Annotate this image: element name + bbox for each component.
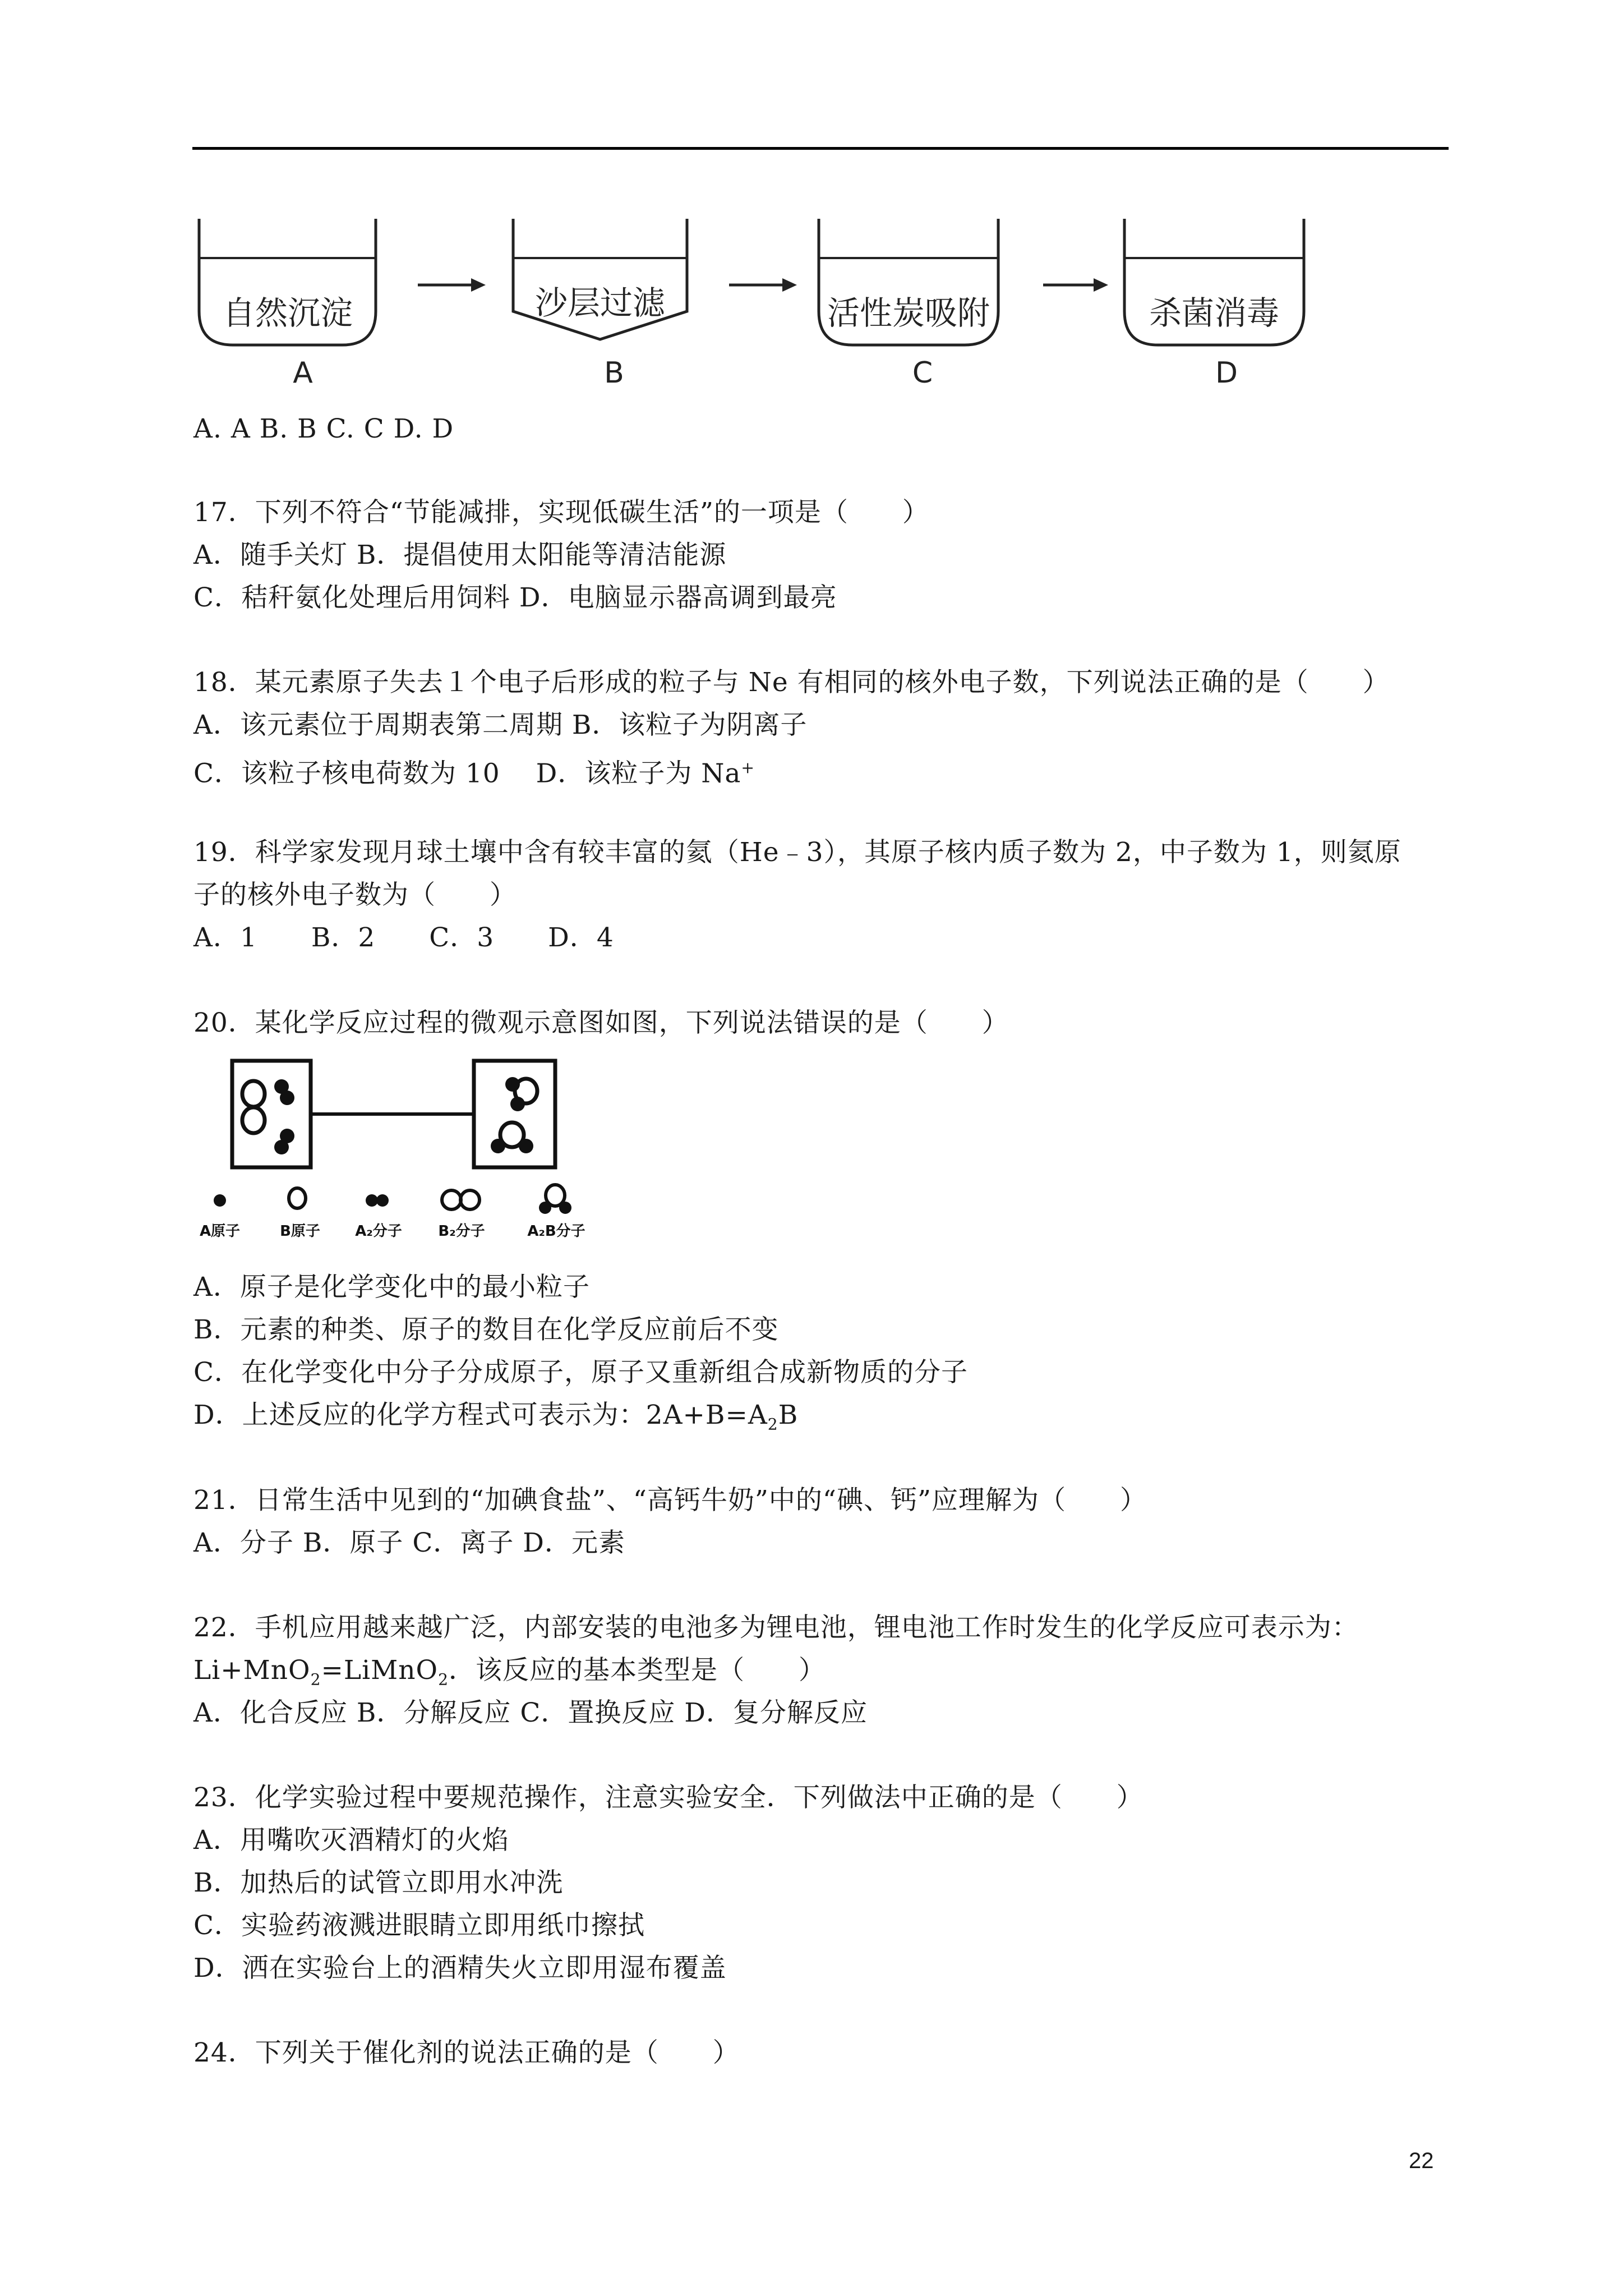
q17-stem: 17．下列不符合“节能减排，实现低碳生活”的一项是（ ） bbox=[193, 497, 929, 528]
step-b-label: 沙层过滤 bbox=[534, 284, 666, 322]
q16-options: A. A B. B C. C D. D bbox=[193, 413, 454, 444]
q19-options: A．1 B．2 C．3 D．4 bbox=[193, 922, 614, 953]
step-d-letter: D bbox=[1215, 356, 1238, 390]
q20-opt-d-text: D．上述反应的化学方程式可表示为：2A+B=A bbox=[193, 1400, 768, 1430]
q18-stem: 18．某元素原子失去１个电子后形成的粒子与 Ne 有相同的核外电子数，下列说法正确的是（ ） bbox=[193, 667, 1390, 698]
q23-option-b: B．加热后的试管立即用水冲洗 bbox=[193, 1867, 564, 1898]
q23-option-a: A．用嘴吹灭酒精灯的火焰 bbox=[193, 1825, 509, 1856]
step-b-letter: B bbox=[604, 356, 624, 390]
step-c-label: 活性炭吸附 bbox=[827, 294, 990, 332]
water-purification-figure bbox=[191, 213, 1335, 404]
header-rule bbox=[192, 147, 1449, 150]
q18-charge-sup: + bbox=[741, 758, 755, 777]
q20-opt-d-tail: B bbox=[778, 1400, 799, 1430]
q23-option-d: D．洒在实验台上的酒精失火立即用湿布覆盖 bbox=[193, 1953, 727, 1984]
q21-options: A．分子 B．原子 C．离子 D．元素 bbox=[193, 1527, 625, 1558]
q23-stem: 23．化学实验过程中要规范操作，注意实验安全．下列做法中正确的是（ ） bbox=[193, 1782, 1144, 1813]
q22-eq-part2: =LiMnO bbox=[321, 1655, 439, 1686]
q24-stem: 24．下列关于催化剂的说法正确的是（ ） bbox=[193, 2037, 740, 2068]
step-d-label: 杀菌消毒 bbox=[1149, 294, 1280, 332]
q22-stem-line1: 22．手机应用越来越广泛，内部安装的电池多为锂电池，锂电池工作时发生的化学反应可表示为： bbox=[193, 1612, 1359, 1643]
step-a-letter: A bbox=[293, 356, 313, 390]
q22-options: A．化合反应 B．分解反应 C．置换反应 D．复分解反应 bbox=[193, 1697, 868, 1728]
q19-stem-line2: 子的核外电子数为（ ） bbox=[193, 880, 517, 910]
q22-stem-line2 bbox=[193, 1654, 826, 1696]
q20-stem: 20．某化学反应过程的微观示意图如图，下列说法错误的是（ ） bbox=[193, 1007, 1009, 1038]
q22-eq-sub2: 2 bbox=[438, 1670, 449, 1689]
q20-opt-d-sub: 2 bbox=[767, 1415, 778, 1434]
legend-a2b-molecule: A₂B分子 bbox=[527, 1223, 585, 1240]
q19-stem-line1: 19．科学家发现月球土壤中含有较丰富的氦（He﹣3），其原子核内质子数为 2，中子数为 1，则氦原 bbox=[193, 837, 1401, 868]
q18-opt2-text: C．该粒子核电荷数为 10 D．该粒子为 Na bbox=[193, 758, 741, 789]
step-c-letter: C bbox=[912, 356, 933, 390]
q23-option-c: C．实验药液溅进眼睛立即用纸巾擦拭 bbox=[193, 1910, 645, 1941]
q20-option-b: B．元素的种类、原子的数目在化学反应前后不变 bbox=[193, 1314, 779, 1345]
q21-stem: 21．日常生活中见到的“加碘食盐”、“高钙牛奶”中的“碘、钙”应理解为（ ） bbox=[193, 1485, 1147, 1516]
q22-eq-part1: Li+MnO bbox=[193, 1655, 311, 1686]
legend-b2-molecule: B₂分子 bbox=[438, 1223, 485, 1240]
legend-a2-molecule: A₂分子 bbox=[355, 1223, 402, 1240]
q20-option-d bbox=[193, 1398, 798, 1441]
q20-option-a: A．原子是化学变化中的最小粒子 bbox=[193, 1272, 590, 1303]
q22-eq-part3: ．该反应的基本类型是（ ） bbox=[449, 1655, 826, 1686]
reaction-diagram bbox=[191, 1057, 628, 1259]
legend-b-atom: B原子 bbox=[280, 1223, 320, 1240]
q18-options-line2 bbox=[193, 751, 755, 791]
q20-option-c: C．在化学变化中分子分成原子，原子又重新组合成新物质的分子 bbox=[193, 1357, 968, 1388]
q18-options-line1: A．该元素位于周期表第二周期 B．该粒子为阴离子 bbox=[193, 710, 808, 740]
q17-options-line1: A．随手关灯 B．提倡使用太阳能等清洁能源 bbox=[193, 540, 727, 570]
q22-eq-sub1: 2 bbox=[310, 1670, 321, 1689]
q17-options-line2: C．秸秆氨化处理后用饲料 D．电脑显示器高调到最亮 bbox=[193, 582, 837, 613]
step-a-label: 自然沉淀 bbox=[222, 294, 353, 332]
page-number: 22 bbox=[1409, 2148, 1434, 2173]
legend-a-atom: A原子 bbox=[199, 1223, 241, 1240]
